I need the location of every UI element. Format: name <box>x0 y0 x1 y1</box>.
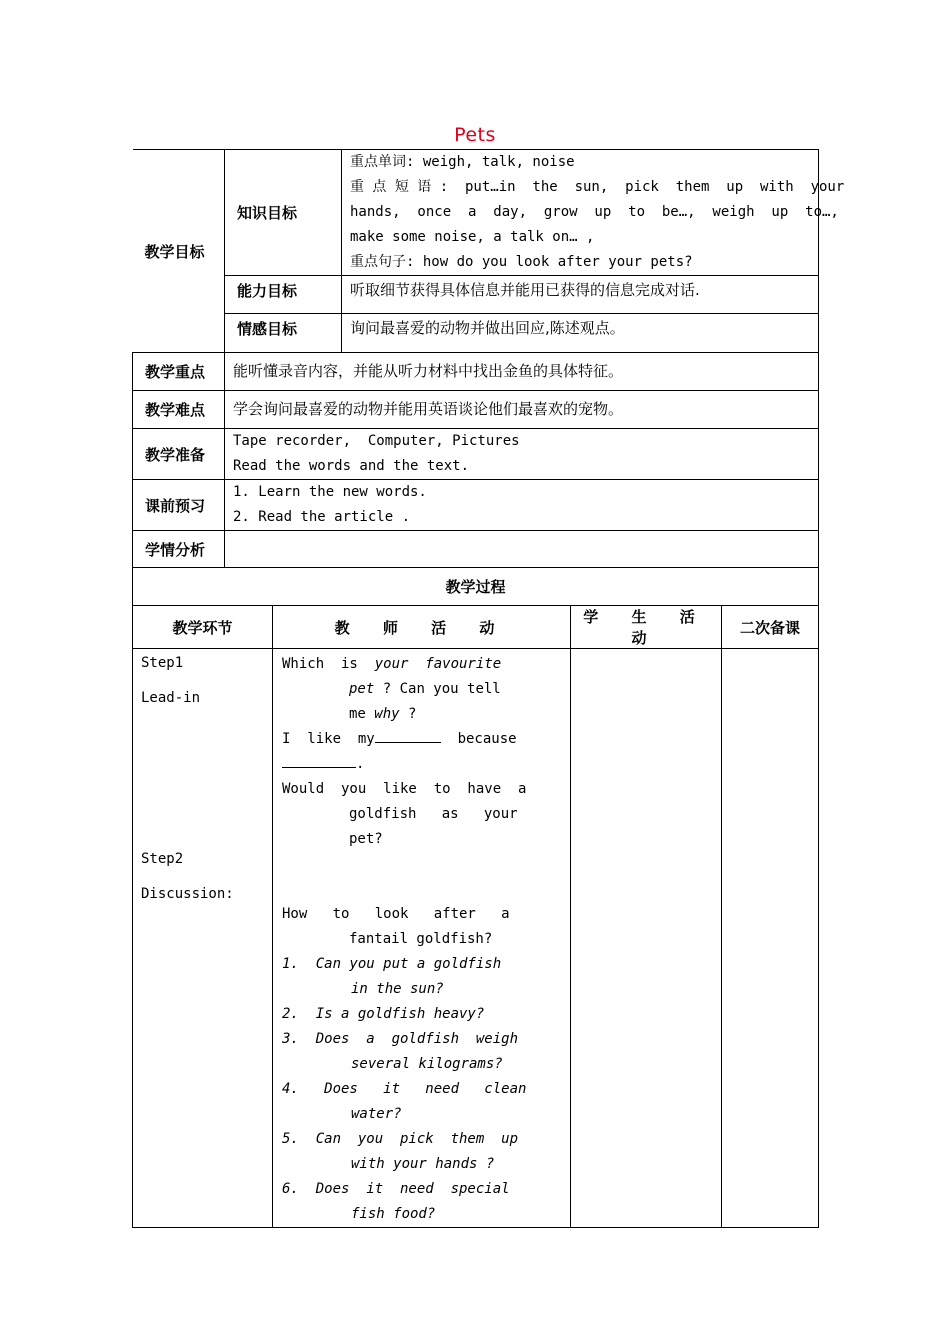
analysis-content <box>225 531 819 568</box>
teacher-line <box>282 727 517 752</box>
emotion-content: 询问最喜爱的动物并做出回应,陈述观点。 <box>342 314 819 353</box>
teacher-line: water? <box>351 1106 402 1122</box>
preparation-line: Tape recorder, Computer, Pictures <box>233 433 520 449</box>
objectives-label: 教学目标 <box>133 150 225 353</box>
text-italic: pet <box>349 681 375 697</box>
knowledge-content <box>342 150 845 276</box>
ability-label: 能力目标 <box>225 276 342 314</box>
text: Which is <box>282 656 375 672</box>
ability-content: 听取细节获得具体信息并能用已获得的信息完成对话. <box>342 276 819 314</box>
text: me <box>349 706 375 722</box>
student-cell <box>571 649 722 1228</box>
backup-cell <box>722 649 819 1228</box>
backup-header: 二次备课 <box>722 606 819 649</box>
difficulties-content: 学会询问最喜爱的动物并能用英语谈论他们最喜欢的宠物。 <box>225 391 819 429</box>
text: ? <box>399 706 417 722</box>
step1-name: Step1 <box>141 655 184 671</box>
text-italic: why <box>374 706 400 722</box>
teacher-line: 3. Does a goldfish weigh <box>282 1031 519 1047</box>
fill-blank <box>282 753 356 768</box>
teacher-line: 2. Is a goldfish heavy? <box>282 1006 485 1022</box>
teacher-spacer <box>282 852 507 902</box>
preview-label: 课前预习 <box>133 480 225 531</box>
student-header <box>571 606 722 649</box>
key-points-content: 能听懂录音内容，并能从听力材料中找出金鱼的具体特征。 <box>225 353 819 391</box>
knowledge-line: 重点单词: weigh, talk, noise <box>350 154 575 170</box>
analysis-label: 学情分析 <box>133 531 225 568</box>
text-italic: your favourite <box>374 656 502 672</box>
process-title: 教学过程 <box>133 568 819 606</box>
preview-line: 1. Learn the new words. <box>233 484 427 500</box>
teacher-line <box>282 652 507 677</box>
knowledge-label: 知识目标 <box>225 150 342 276</box>
step1-sub: Lead-in <box>141 690 201 706</box>
preparation-label: 教学准备 <box>133 429 225 480</box>
knowledge-line: hands, once a day, grow up to be…, weigh up to…, <box>350 204 839 220</box>
teacher-line: with your hands ? <box>351 1156 495 1172</box>
step2-name: Step2 <box>141 851 184 867</box>
teacher-line: fish food? <box>351 1206 436 1222</box>
teacher-line: several kilograms? <box>351 1056 503 1072</box>
emotion-label: 情感目标 <box>225 314 342 353</box>
text: I like my <box>282 731 375 747</box>
teacher-line: pet? <box>349 831 383 847</box>
fill-blank <box>375 728 441 743</box>
stage-header: 教学环节 <box>133 606 273 649</box>
teacher-line: Would you like to have a <box>282 781 527 797</box>
teacher-line: 6. Does it need special <box>282 1181 510 1197</box>
teacher-line <box>282 677 507 702</box>
preview-content <box>225 480 819 531</box>
difficulties-label: 教学难点 <box>133 391 225 429</box>
teacher-line <box>282 702 507 727</box>
lesson-info-table <box>132 149 845 568</box>
key-points-label: 教学重点 <box>133 353 225 391</box>
knowledge-line: 重 点 短 语 : put…in the sun, pick them up with your <box>350 179 845 195</box>
preparation-line: Read the words and the text. <box>233 458 470 474</box>
teacher-line: in the sun? <box>351 981 444 997</box>
text: . <box>356 756 365 772</box>
teacher-line: 1. Can you put a goldfish <box>282 956 502 972</box>
teacher-header <box>273 606 571 649</box>
stage-cell <box>133 649 273 1228</box>
teacher-line: fantail goldfish? <box>349 931 493 947</box>
teacher-line: goldfish as your <box>349 806 518 822</box>
preparation-content <box>225 429 819 480</box>
process-table <box>132 567 819 1228</box>
knowledge-line: make some noise, a talk on… , <box>350 229 595 245</box>
teacher-line: How to look after a <box>282 906 510 922</box>
student-header-text: 学 生 活 动 <box>583 608 709 647</box>
page-title: Pets <box>454 124 496 146</box>
knowledge-line: 重点句子: how do you look after your pets? <box>350 254 693 270</box>
step2-sub: Discussion: <box>141 886 234 902</box>
text: because <box>440 731 517 747</box>
teacher-header-text: 教 师 活 动 <box>334 618 509 637</box>
preview-line: 2. Read the article . <box>233 509 411 525</box>
teacher-line: 4. Does it need clean <box>282 1081 527 1097</box>
teacher-line: 5. Can you pick them up <box>282 1131 519 1147</box>
teacher-cell <box>273 649 571 1228</box>
text: ? Can you tell <box>374 681 501 697</box>
teacher-line <box>282 752 507 777</box>
